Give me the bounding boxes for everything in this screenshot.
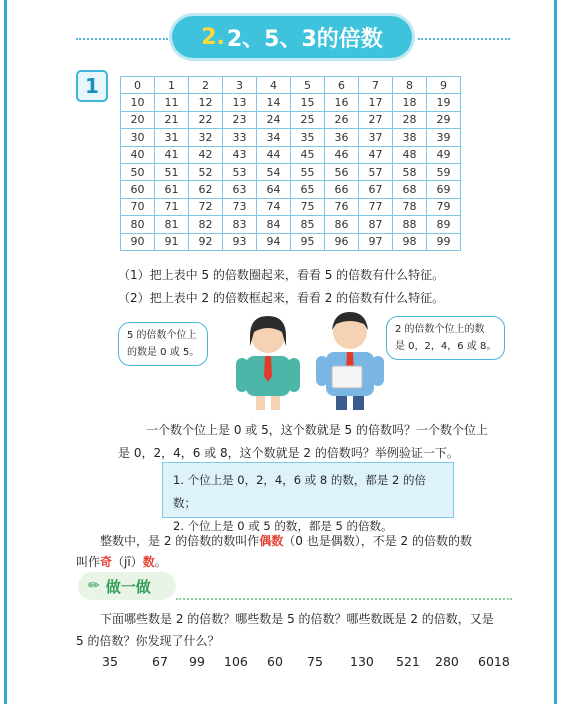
table-cell: 16 — [325, 94, 359, 111]
table-cell: 43 — [223, 146, 257, 163]
exercise-number: 60 — [267, 654, 283, 669]
exercise-number: 99 — [189, 654, 205, 669]
table-cell: 93 — [223, 233, 257, 250]
question-line-1: 一个数个位上是 0 或 5，这个数就是 5 的倍数吗？一个数个位上 — [146, 423, 488, 437]
table-cell: 72 — [189, 198, 223, 215]
table-row — [121, 129, 461, 146]
table-cell: 22 — [189, 111, 223, 128]
table-cell: 28 — [393, 111, 427, 128]
table-cell: 81 — [155, 216, 189, 233]
table-cell: 84 — [257, 216, 291, 233]
table-cell: 80 — [121, 216, 155, 233]
girl-illustration — [232, 310, 304, 412]
table-cell: 37 — [359, 129, 393, 146]
table-cell: 17 — [359, 94, 393, 111]
section-number: 2. — [201, 24, 225, 50]
table-cell: 95 — [291, 233, 325, 250]
exercise-number: 67 — [152, 654, 168, 669]
table-cell: 20 — [121, 111, 155, 128]
table-row — [121, 216, 461, 233]
table-cell: 29 — [427, 111, 461, 128]
table-cell: 24 — [257, 111, 291, 128]
table-cell: 79 — [427, 198, 461, 215]
table-cell: 88 — [393, 216, 427, 233]
boy-bubble-line-1: 2 的倍数个位上的数 — [395, 324, 485, 335]
table-cell: 36 — [325, 129, 359, 146]
exercise-heading-text: 做一做 — [105, 577, 151, 596]
girl-bubble-line-2: 的数是 0 或 5。 — [127, 347, 200, 358]
table-row — [121, 77, 461, 94]
table-cell: 45 — [291, 146, 325, 163]
table-row — [121, 181, 461, 198]
table-cell: 56 — [325, 163, 359, 180]
table-cell: 62 — [189, 181, 223, 198]
table-cell: 19 — [427, 94, 461, 111]
table-cell: 39 — [427, 129, 461, 146]
table-cell: 33 — [223, 129, 257, 146]
table-cell: 15 — [291, 94, 325, 111]
table-cell: 60 — [121, 181, 155, 198]
table-cell: 69 — [427, 181, 461, 198]
table-cell: 70 — [121, 198, 155, 215]
table-cell: 74 — [257, 198, 291, 215]
table-cell: 91 — [155, 233, 189, 250]
definition-text-3: 叫作 — [76, 555, 101, 569]
odd-pinyin: （jī） — [112, 555, 143, 569]
exercise-number: 75 — [307, 654, 323, 669]
exercise-number: 280 — [435, 654, 459, 669]
table-cell: 89 — [427, 216, 461, 233]
table-cell: 53 — [223, 163, 257, 180]
table-cell: 30 — [121, 129, 155, 146]
table-row — [121, 198, 461, 215]
table-cell: 38 — [393, 129, 427, 146]
table-cell: 90 — [121, 233, 155, 250]
table-cell: 3 — [223, 77, 257, 94]
table-cell: 11 — [155, 94, 189, 111]
question-line-2: 是 0，2，4，6 或 8，这个数就是 2 的倍数吗？举例验证一下。 — [118, 446, 459, 460]
table-cell: 75 — [291, 198, 325, 215]
table-cell: 58 — [393, 163, 427, 180]
table-cell: 47 — [359, 146, 393, 163]
table-cell: 92 — [189, 233, 223, 250]
table-cell: 96 — [325, 233, 359, 250]
table-row — [121, 146, 461, 163]
exercise-line-2: 5 的倍数？你发现了什么？ — [76, 634, 220, 648]
definition-text-4: 。 — [154, 555, 167, 569]
table-cell: 44 — [257, 146, 291, 163]
table-cell: 0 — [121, 77, 155, 94]
table-cell: 66 — [325, 181, 359, 198]
definition-line-2 — [76, 553, 167, 570]
table-cell: 65 — [291, 181, 325, 198]
table-cell: 67 — [359, 181, 393, 198]
table-cell: 87 — [359, 216, 393, 233]
table-cell: 12 — [189, 94, 223, 111]
table-cell: 78 — [393, 198, 427, 215]
table-row — [121, 163, 461, 180]
table-cell: 64 — [257, 181, 291, 198]
odd-term-2: 数 — [142, 555, 155, 569]
exercise-number: 6018 — [478, 654, 510, 669]
exercise-number: 521 — [396, 654, 420, 669]
table-cell: 86 — [325, 216, 359, 233]
table-cell: 54 — [257, 163, 291, 180]
table-cell: 85 — [291, 216, 325, 233]
table-cell: 10 — [121, 94, 155, 111]
table-cell: 51 — [155, 163, 189, 180]
table-cell: 18 — [393, 94, 427, 111]
odd-term-1: 奇 — [100, 555, 113, 569]
table-cell: 9 — [427, 77, 461, 94]
table-cell: 41 — [155, 146, 189, 163]
table-cell: 7 — [359, 77, 393, 94]
table-cell: 68 — [393, 181, 427, 198]
table-cell: 98 — [393, 233, 427, 250]
girl-speech-bubble — [118, 322, 208, 366]
table-cell: 52 — [189, 163, 223, 180]
table-cell: 55 — [291, 163, 325, 180]
girl-bubble-line-1: 5 的倍数个位上 — [127, 330, 197, 341]
instruction-1: （1）把上表中 5 的倍数圈起来，看看 5 的倍数有什么特征。 — [118, 268, 445, 282]
pencil-icon: ✏ — [88, 578, 100, 594]
table-cell: 21 — [155, 111, 189, 128]
table-cell: 26 — [325, 111, 359, 128]
table-cell: 82 — [189, 216, 223, 233]
table-cell: 59 — [427, 163, 461, 180]
table-cell: 46 — [325, 146, 359, 163]
exercise-line-1: 下面哪些数是 2 的倍数？哪些数是 5 的倍数？哪些数既是 2 的倍数，又是 — [100, 612, 494, 626]
table-cell: 63 — [223, 181, 257, 198]
table-cell: 94 — [257, 233, 291, 250]
table-cell: 83 — [223, 216, 257, 233]
table-cell: 25 — [291, 111, 325, 128]
title-dots-right — [418, 38, 510, 40]
table-cell: 2 — [189, 77, 223, 94]
section-title-text: 2、5、3的倍数 — [226, 26, 383, 52]
table-cell: 61 — [155, 181, 189, 198]
example-badge: 1 — [76, 70, 108, 102]
table-cell: 71 — [155, 198, 189, 215]
exercise-separator — [176, 598, 512, 600]
boy-bubble-line-2: 是 0，2，4，6 或 8。 — [395, 341, 497, 352]
table-row — [121, 94, 461, 111]
table-cell: 73 — [223, 198, 257, 215]
table-cell: 49 — [427, 146, 461, 163]
table-cell: 6 — [325, 77, 359, 94]
instruction-2: （2）把上表中 2 的倍数框起来，看看 2 的倍数有什么特征。 — [118, 291, 445, 305]
table-cell: 4 — [257, 77, 291, 94]
table-cell: 23 — [223, 111, 257, 128]
definition-text-1: 整数中，是 2 的倍数的数叫作 — [100, 534, 260, 548]
exercise-number: 35 — [102, 654, 118, 669]
section-title — [172, 16, 412, 58]
table-cell: 97 — [359, 233, 393, 250]
table-cell: 14 — [257, 94, 291, 111]
rules-box — [162, 462, 454, 533]
table-row — [121, 233, 461, 250]
exercise-heading — [78, 572, 176, 600]
table-row — [121, 111, 461, 128]
table-cell: 99 — [427, 233, 461, 250]
definition-text-2: （0 也是偶数），不是 2 的倍数的数 — [283, 534, 472, 548]
table-cell: 32 — [189, 129, 223, 146]
number-table — [120, 76, 461, 251]
table-cell: 76 — [325, 198, 359, 215]
boy-speech-bubble — [386, 316, 505, 360]
rule-2: 2. 个位上是 0 或 5 的数，都是 5 的倍数。 — [173, 519, 393, 533]
table-cell: 50 — [121, 163, 155, 180]
table-cell: 31 — [155, 129, 189, 146]
exercise-number: 130 — [350, 654, 374, 669]
rule-1: 1. 个位上是 0，2，4，6 或 8 的数，都是 2 的倍数； — [173, 473, 426, 510]
table-cell: 13 — [223, 94, 257, 111]
table-cell: 48 — [393, 146, 427, 163]
title-dots-left — [76, 38, 168, 40]
definition-line-1 — [100, 532, 472, 549]
table-cell: 5 — [291, 77, 325, 94]
exercise-number: 106 — [224, 654, 248, 669]
table-cell: 40 — [121, 146, 155, 163]
even-term: 偶数 — [259, 534, 284, 548]
table-cell: 77 — [359, 198, 393, 215]
table-cell: 57 — [359, 163, 393, 180]
table-cell: 27 — [359, 111, 393, 128]
table-cell: 42 — [189, 146, 223, 163]
table-cell: 34 — [257, 129, 291, 146]
table-cell: 8 — [393, 77, 427, 94]
table-cell: 35 — [291, 129, 325, 146]
table-cell: 1 — [155, 77, 189, 94]
boy-illustration — [312, 306, 388, 412]
